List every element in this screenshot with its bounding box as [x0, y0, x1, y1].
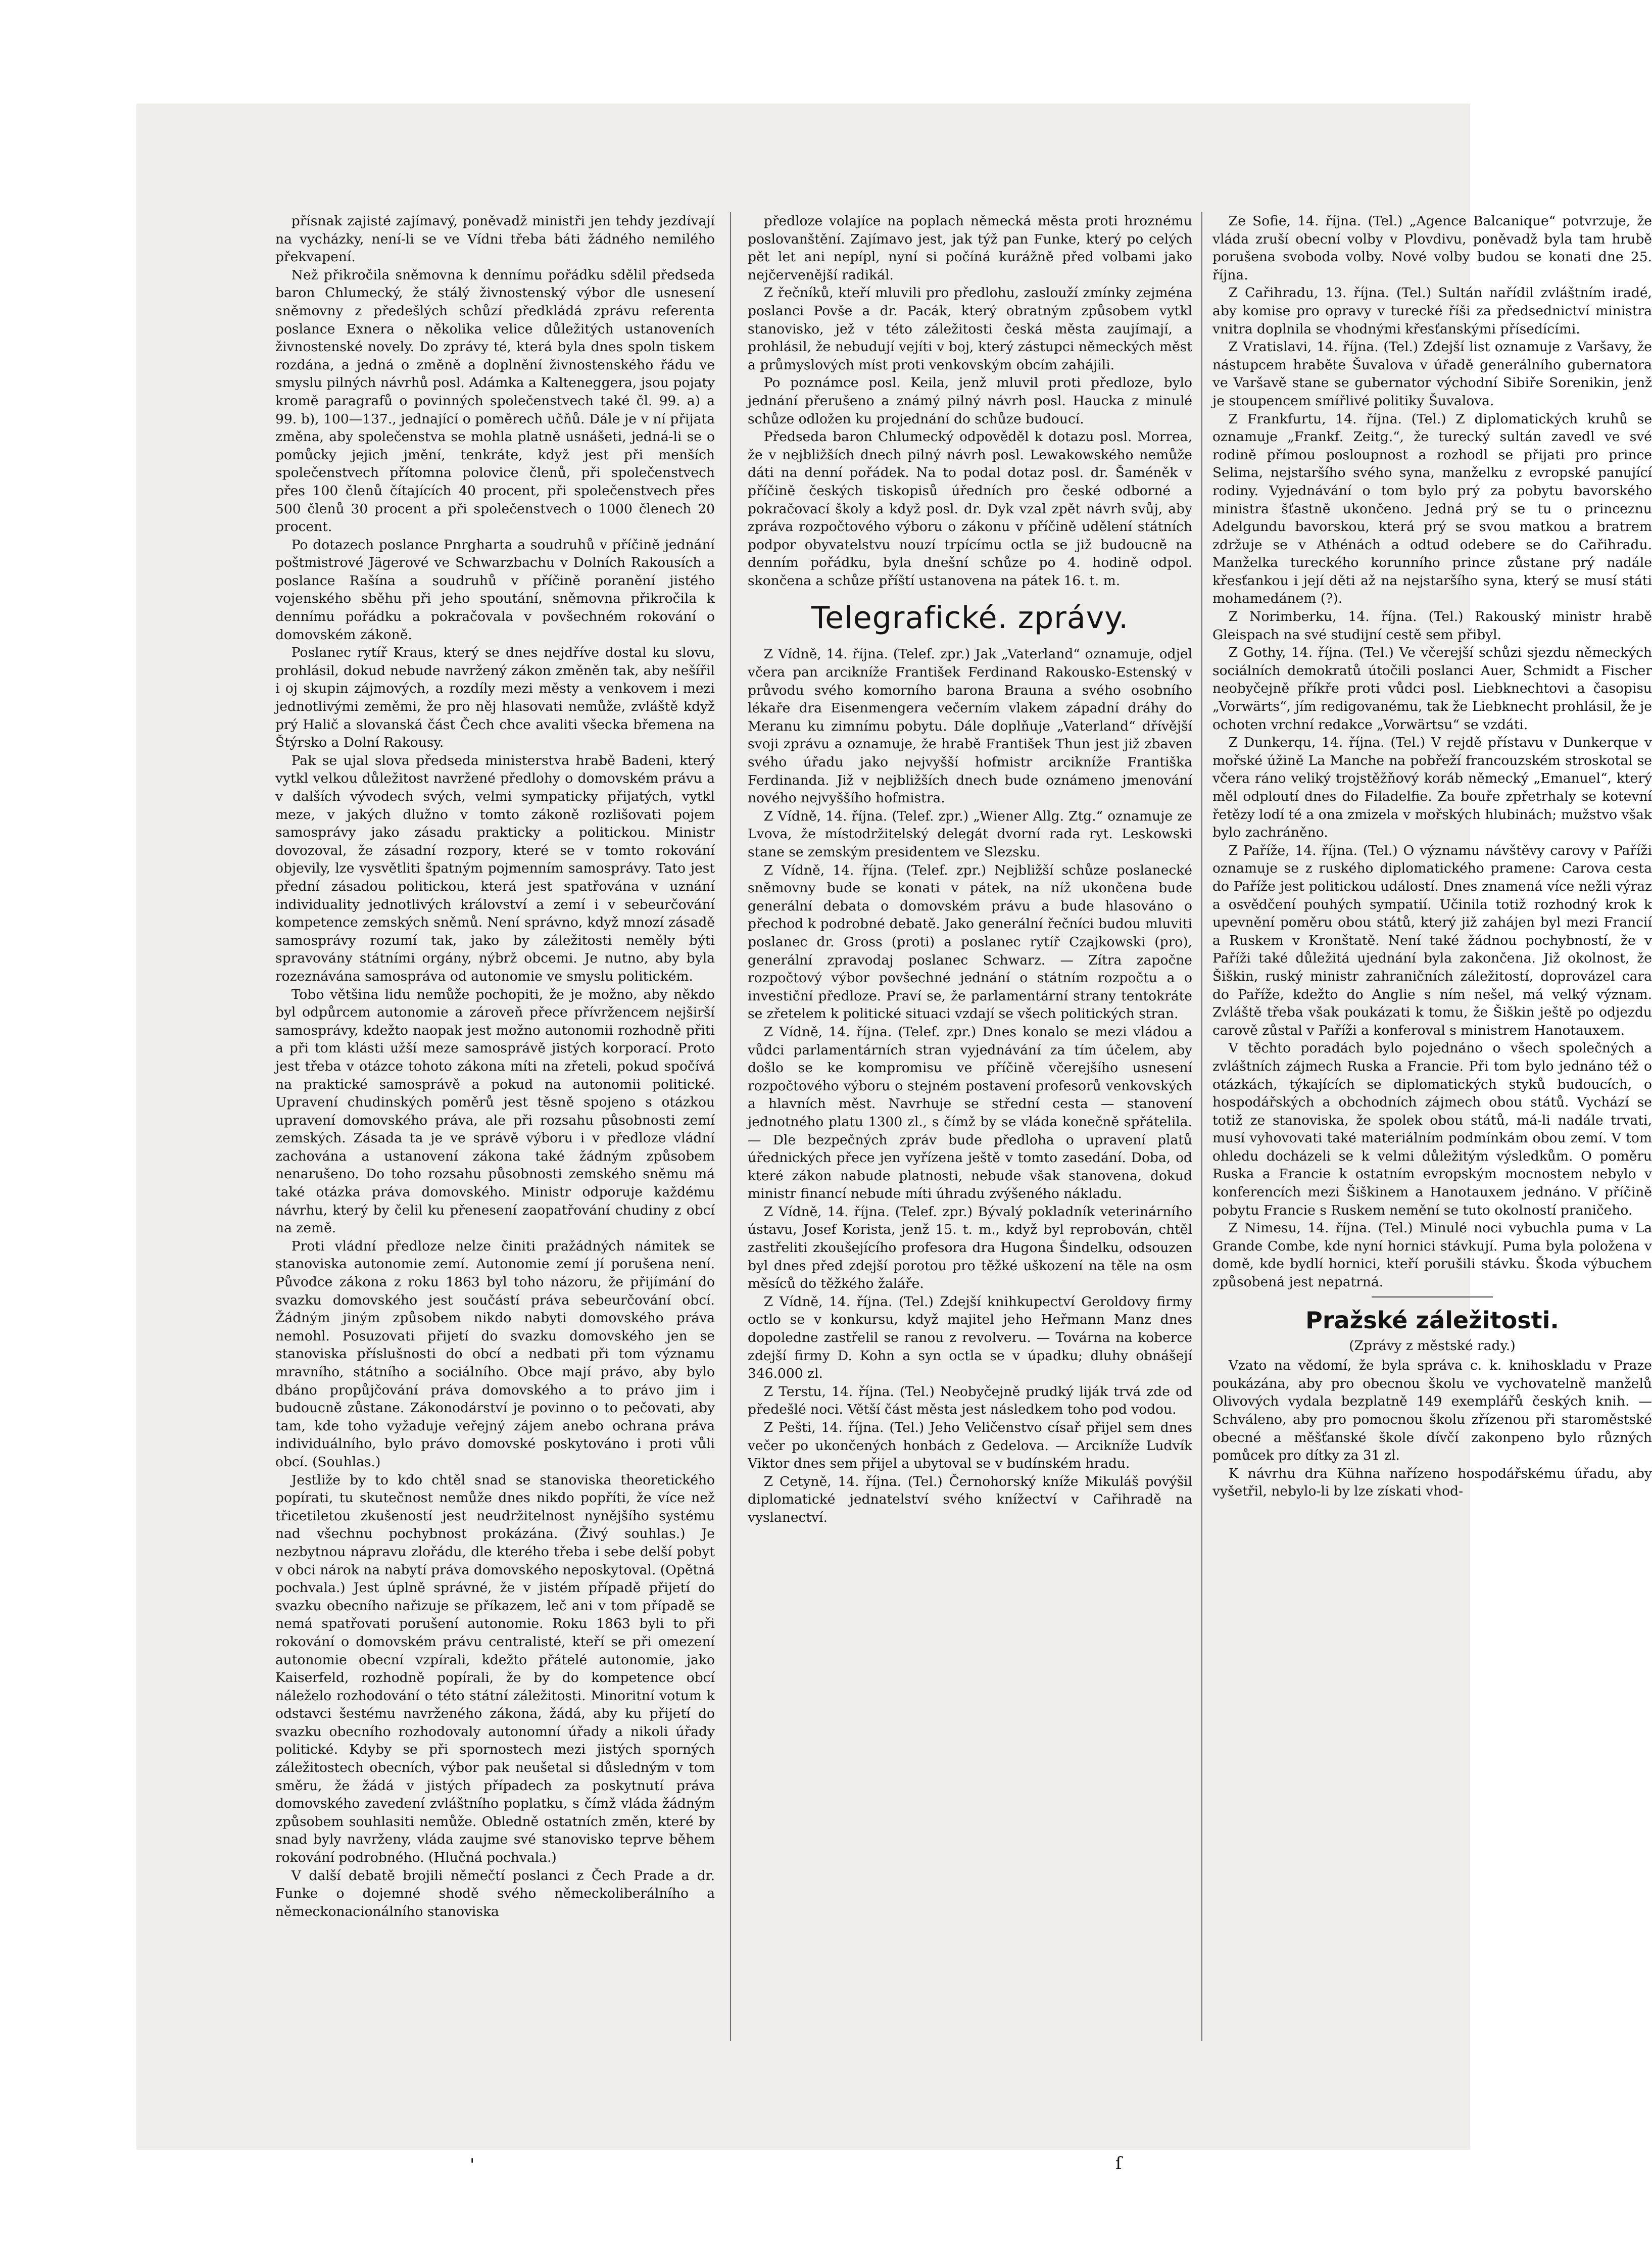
paragraph: Po dotazech poslance Pnrgharta a soudruhů v příčině jednání poštmistrové Jägerové ve Schwarzbachu v Dolních Rakousích a poslance Rašína a soudruhů v příčině poranění jistého vojenského sběhu při jeho spoutání, sněmovna přikročila k dennímu pořádku a pokračovala v povšechném rokování o domovském zákoně.	[275, 537, 715, 643]
news-item: Z Paříže, 14. října. (Tel.) O významu návštěvy carovy v Paříži oznamuje se z ruského diplomatického pramene: Carova cesta do Paříže jest politickou událostí. Dnes znamená více nežli výraz a osvědčení pouhých sympatií. Učinila totiž rozhodný krok k upevnění poměru obou států, který již zahájen byl mezi Francií a Ruskem v Kronštatě. Není také žádnou pochybností, že v Paříži také důležitá ujednání byla zakončena. Již okolnost, že Šiškin, ruský ministr zahraničních záležitostí, doprovázel cara do Paříže, kdežto do Anglie s ním nešel, má velký význam. Zvláště třeba však poukázati k tomu, že Šiškin ještě po odjezdu carově zůstal v Paříži a konferoval s ministrem Hanotauxem.	[1212, 842, 1652, 1038]
column-middle	[748, 212, 1192, 1527]
news-item: Ze Sofie, 14. října. (Tel.) „Agence Balcanique“ potvrzuje, že vláda zruší obecní volby v Plovdivu, poněvadž byla tam hrubě porušena svoboda volby. Nové volby budou se konati dne 25. října.	[1212, 213, 1652, 283]
news-item: Z Cařihradu, 13. října. (Tel.) Sultán nařídil zvláštním iradé, aby komise pro opravy v turecké říši za předsednictví ministra vnitra doplnila se vhodnými křesťanskými přísedícími.	[1212, 285, 1652, 337]
news-item: Z Terstu, 14. října. (Tel.) Neobyčejně prudký liják trvá zde od předešlé noci. Větší část města jest následkem toho pod vodou.	[748, 1383, 1192, 1418]
paragraph: Než přikročila sněmovna k dennímu pořádku sdělil předseda baron Chlumecký, že stálý živnostenský výbor dle usnesení sněmovny z předešlých schůzí předkládá zprávu referenta poslance Exnera o několika velice důležitých ustanoveních živnostenské novely. Do zprávy té, která byla dnes spoln tiskem rozdána, a jedná o změně a doplnění živnostenského řádu ve smyslu pilných návrhů posl. Adámka a Kalteneggera, jsou pojaty kromě paragrafů o povinných společenstvech také čl. 99. a) a 99. b), 100—137., jednající o poměrech učňů. Dále je v ní přijata změna, aby společenstva se mohla platně usnášeti, jedná-li se o pomůcky jejich jmění, tenkráte, když jest při menších společenstvech přítomna polovice členů, při společenstvech přes 100 členů čítajících 40 procent, při společenstvech přes 500 členů 30 procent a při společenstvech o 1000 členech 20 procent.	[275, 267, 715, 535]
news-item: Z Gothy, 14. října. (Tel.) Ve včerejší schůzi sjezdu německých sociálních demokratů útočili poslanci Auer, Schmidt a Fischer neobyčejně příkře proti vůdci posl. Liebknechtovi a časopisu „Vorwärts“, jím redigovanému, tak že Liebknecht prohlásil, že je ochoten vrchní redakce „Vorwärtsu“ se vzdáti.	[1212, 645, 1652, 733]
column-right	[1212, 212, 1652, 1501]
column-rule-right	[1201, 212, 1202, 2041]
prague-affairs-subheading: (Zprávy z městské rady.)	[1349, 1337, 1516, 1354]
news-item: Z Nimesu, 14. října. (Tel.) Minulé noci vybuchla pumа v La Grande Combe, kde nyní hornici stávkují. Puma byla položena v domě, kde bydlí hornici, kteří porušili stávku. Škoda výbuchem způsobená jest nepatrná.	[1212, 1220, 1652, 1290]
column-rule-left	[730, 212, 731, 2041]
paragraph: Pak se ujal slova předseda ministerstva hrabě Badeni, který vytkl velkou důležitost navržené předlohy o domovském právu a v dalších vývodech svých, velmi sympaticky přijatých, vytkl meze, v jakých dlužno v tomto zákoně rozlišovati pojem samosprávy jako zásadu prakticky a politickou. Ministr dovozoval, že zásadní rozpory, které se v tomto rokování objevily, lze vysvětliti špatným pojmenním samosprávy. Tato jest přední zásadou politickou, která jest spatřována v uznání individuality jednotlivých království a zemí i v sebeurčování kompetence zemských sněmů. Není správno, když mnozí zásadě samosprávy rozumí tak, jako by záležitosti neměly býti spravovány státními orgány, nýbrž obcemi. Je nutno, aby byla rozeznávána samospráva od autonomie ve smyslu politickém.	[275, 752, 715, 984]
paragraph: Předseda baron Chlumecký odpověděl k dotazu posl. Morrea, že v nejbližších dnech pilný návrh posl. Lewakowského nemůže dáti na denní pořádek. Na to podal dotaz posl. dr. Šaméněk v příčině českých tiskopisů úředních pro české odborné a pokračovací školy a když posl. dr. Dyk vzal zpět návrh svůj, aby zpráva rozpočtového výboru o zákonu v příčině udělení státních podpor obyvatelstvu nouzí trpícímu octla se již budoucně na denním pořádku, byla dnešní schůze po 4. hodině odpol. skončena a schůze příští ustanovena na pátek 16. t. m.	[748, 429, 1192, 589]
telegraphic-news-heading: Telegrafické. zprávy.	[811, 600, 1129, 636]
section-divider	[1372, 1296, 1493, 1297]
news-item: Z Pešti, 14. října. (Tel.) Jeho Veličenstvo císař přijel sem dnes večer po ukončených honbách z Gedelova. — Arcikníže Ludvík Viktor dnes sem přijel a ubytoval se v budínském hradu.	[748, 1420, 1192, 1472]
paragraph: Vzato na vědomí, že byla správa c. k. knihoskladu v Praze poukázána, aby pro obecnou školu ve vychovatelně manželů Olivových vydala bezplatně 149 exemplářů českých knih. — Schváleno, aby pro pomocnou školu zřízenou při staroměstské obecné a měšťanské škole dívčí zakonpeno bylo různých pomůcek pro dítky za 31 zl.	[1212, 1358, 1652, 1464]
paragraph: přísnak zajisté zajímavý, poněvadž ministři jen tehdy jezdívají na vycházky, není-li se ve Vídni třeba báti žádného nemilého překvapení.	[275, 213, 715, 265]
news-item: Z Dunkerqu, 14. října. (Tel.) V rejdě přístavu v Dunkerque v mořské úžině La Manche na pobřeží francouzském stroskotal se včera ráno veliký trojstěžňový koráb německý „Emanuel“, který měl odploutí dnes do Filadelfie. Za bouře zpřetrhaly se kotevní řetězy lodí té a ona zmizela v mořských hlubinách; mužstvo však bylo zachráněno.	[1212, 735, 1652, 841]
paragraph: K návrhu dra Kühna nařízeno hospodářskému úřadu, aby vyšetřil, nebylo-li by lze získati vhod-	[1212, 1465, 1652, 1500]
paragraph: Proti vládní předloze nelze činiti pražádných námitek se stanoviska autonomie zemí. Autonomie zemí jí porušena není. Původce zákona z roku 1863 byl toho názoru, že přijímání do svazku domovského jest součástí práva sebeurčování obcí. Žádným jiným způsobem nikdo nabyti domovského práva nemohl. Posuzovati přijetí do svazku domovského jen se stanoviska příslušnosti do obcí a nedbati při tom významu mravního, státního a sociálního. Obce mají právo, aby bylo dbáno propůjčování práva domovského a to právo jim i budoucně zůstane. Zákonodárství je povinno o to pečovati, aby tam, kde toho vyžaduje veřejný zájem anebo ochrana práva individuálního, bylo právo domovské poskytováno i proti vůli obcí. (Souhlas.)	[275, 1238, 715, 1470]
news-item: Z Norimberku, 14. října. (Tel.) Rakouský ministr hrabě Gleispach na své studijní cestě sem přibyl.	[1212, 609, 1652, 643]
news-item: Z Vídně, 14. října. (Telef. zpr.) Dnes konalo se mezi vládou a vůdci parlamentárních stran vyjednávání za tím účelem, aby došlo se ke kompromisu ve příčině včerejšího usnesení rozpočtového výboru o stejném postavení profesorů venkovských a hlavních měst. Navrhuje se střední cesta — stanovení jednotného platu 1300 zl., s čímž by se vláda konečně spřátelila. — Dle bezpečných zpráv bude předloha o upravení platů úřednických přece jen vyřízena ještě v tomto zasedání. Doba, od které zákon nabude platnosti, nebude však stanovena, dokud ministr financí nebude míti úhradu zvýšeného nákladu.	[748, 1024, 1192, 1202]
paragraph: V další debatě brojili němečtí poslanci z Čech Prade a dr. Funke o dojemné shodě svého německoliberálního a německonacionálního stanoviska	[275, 1867, 715, 1919]
newspaper-page	[136, 104, 1652, 2150]
paragraph: Z řečníků, kteří mluvili pro předlohu, zaslouží zmínky zejména poslanci Povše a dr. Pacák, který obratným způsobem vytkl stanovisko, jež v této záležitosti česká města zaujímají, a prohlásil, že nebudují vejíti v boj, který zástupci německých měst a průmyslových míst proti venkovským obcím zahájili.	[748, 285, 1192, 373]
page-mark-right: ſ	[1115, 2153, 1122, 2174]
page-mark-left: '	[470, 2155, 475, 2175]
paragraph: Tobo většina lidu nemůže pochopiti, že je možno, aby někdo byl odpůrcem autonomie a zároveň přece přívržencem nejširší samosprávy, kdežto naopak jest možno autonomii rozhodně přiti a při tom klásti užší meze samosprávě jistých korporací. Proto jest třeba v otázce tohoto zákona míti na zřeteli, pokud spočívá na praktické samosprávě a pokud na autonomii politické. Upravení chudinských poměrů jest těsně spojeno s otázkou upravení domovského práva, ale při rozsahu působnosti zemí zemských. Zásada ta je ve správě výboru i v předloze vládní zachována a ustanovení zákona také žádným způsobem nenarušeno. Do toho rozsahu působnosti zemského sněmu má také otázka práva domovského. Ministr odporuje každému návrhu, který by čelil ku přenesení zaopatřování chudiny z obcí na země.	[275, 986, 715, 1236]
news-item: Z Vídně, 14. října. (Telef. zpr.) Bývalý pokladník veterinárního ústavu, Josef Korista, jenž 15. t. m., když byl reprobován, chtěl zastřeliti zkoušejícího profesora dra Hugona Šindelku, odsouzen byl dnes před zdejší porotou pro těžké uškození na těle na osm měsíců do těžkého žaláře.	[748, 1204, 1192, 1292]
news-item: Z Vídně, 14. října. (Telef. zpr.) „Wiener Allg. Ztg.“ oznamuje ze Lvova, že místodržitelský delegát dvorní rada ryt. Leskowski stane se zemským presidentem ve Slezsku.	[748, 808, 1192, 860]
prague-affairs-heading: Pražské záležitosti.	[1305, 1306, 1559, 1334]
paragraph: Poslanec rytíř Kraus, který se dnes nejdříve dostal ku slovu, prohlásil, dokud nebude navržený zákon změněn tak, aby nešířil i oj skupin zájmových, a rozdíly mezi městy a venkovem i mezi jednotlivými zeměmi, že pro něj hlasovati nemůže, zvláště když prý Halič a slovanská část Čech chce avaliti všecka břemena na Štýrsko a Dolní Rakousy.	[275, 645, 715, 751]
paragraph: Po poznámce posl. Keila, jenž mluvil proti předloze, bylo jednání přerušeno a známý pilný návrh posl. Haucka z minulé schůze odložen ku projednání do schůze budoucí.	[748, 375, 1192, 427]
news-item: Z Vídně, 14. října. (Telef. zpr.) Jak „Vaterland“ oznamuje, odjel včera pan arcikníže František Ferdinand Rakousko-Estenský v průvodu svého komorního barona Brauna a svého osobního lékaře dra Eisenmengera večerním vlakem západní dráhy do Meranu ku zimnímu pobytu. Dále doplňuje „Vaterland“ dřívější svoji zprávu a oznamuje, že hrabě František Thun jest již zbaven svého úřadu jako nejvyšší hofmistr arcikníže Františka Ferdinanda. Již v nejbližších dnech bude oznámeno jmenování nového nejvyššího hofmistra.	[748, 646, 1192, 806]
column-parliament-report	[275, 212, 715, 1920]
news-item: Z Cetyně, 14. října. (Tel.) Černohorský kníže Mikuláš povýšil diplomatické jednatelství svého knížectví v Cařihradě na vyslanectví.	[748, 1473, 1192, 1525]
news-item: Z Vídně, 14. října. (Telef. zpr.) Nejbližší schůze poslanecké sněmovny bude se konati v pátek, na níž ukončena bude generální debata o domovském právu a bude hlasováno o přechod k podrobné debatě. Jako generální řečníci budou mluviti poslanec dr. Gross (proti) a poslanec rytíř Czajkowski (pro), generální zpravodaj poslanec Schwarz. — Zítra započne rozpočtový výbor povšechné jednání o státním rozpočtu a o investiční předloze. Praví se, že parlamentární strany tentokráte se zřetelem k politické situaci vzdají se všech politických stran.	[748, 862, 1192, 1022]
news-item: Z Frankfurtu, 14. října. (Tel.) Z diplomatických kruhů se oznamuje „Frankf. Zeitg.“, že turecký sultán zavedl ve své rodině přímou posloupnost a rozhodl se přijati pro prince Selima, nejstaršího svého syna, manželku z evropské panující rodiny. Vyjednávání o tom bylo prý za pobytu bavorského ministra šťastně ukončeno. Jedná prý se tu o princeznu Adelgundu bavorskou, která prý se svou matkou a bratrem zdržuje se v Athénách a odtud odebere se do Cařihradu. Manželka tureckého korunního prince zůstane prý nadále křesťankou i její děti až na nejstaršího syna, který se musí státi mohamedánem (?).	[1212, 411, 1652, 607]
news-item: Z Vídně, 14. října. (Tel.) Zdejší knihkupectví Geroldovy firmy octlo se v konkursu, když majitel jeho Heřmann Manz dnes dopoledne zastřelil se ranou z revolveru. — Továrna na koberce zdejší firmy D. Kohn a syn octla se v úpadku; dluhy obnášejí 346.000 zl.	[748, 1293, 1192, 1382]
news-item: V těchto poradách bylo pojednáno o všech společných a zvláštních zájmech Ruska a Francie. Při tom bylo jednáno též o otázkách, týkajících se diplomatických styků budoucích, o hospodářských a obchodních zájmech obou států. Vychází se totiž ze stanoviska, že spolek obou států, má-li nadále trvati, musí vyhovovati také materiálním podmínkám obou zemí. V tom ohledu docházeli se k velmi důležitým výsledkům. O poměru Ruska a Francie k ostatním evropským mocnostem nebylo v konferencích mezi Šiškinem a Hanotauxem jednáno. V příčině pobytu Francie s Ruskem nemění se tuto okolností praničeho.	[1212, 1040, 1652, 1218]
news-item: Z Vratislavi, 14. října. (Tel.) Zdejší list oznamuje z Varšavy, že nástupcem hraběte Šuvalova v úřadě generálního gubernatora ve Varšavě stane se gubernator východní Sibiře Sorenikin, jenž je stoupencem smířlivé politiky Šuvalova.	[1212, 339, 1652, 409]
paragraph: Jestliže by to kdo chtěl snad se stanoviska theoretického popírati, tu skutečnost nemůže dnes nikdo popříti, že více než třicetiletou zkušeností jest neudržitelnost nynějšího systému nad všechnu pochybnost prokázána. (Živý souhlas.) Je nezbytnou nápravu zlořádu, dle kterého třeba i sebe delší pobyt v obci nárok na nabytí práva domovského neposkytoval. (Opětná pochvala.) Jest úplně správné, že v jistém případě přijetí do svazku obecního nařizuje se příkazem, leč ani v tom případě se nemá spatřovati porušení autonomie. Roku 1863 byli to při rokování o domovském právu centralisté, kteří se při omezení autonomie obecní vzpírali, kdežto přátelé autonomie, jako Kaiserfeld, rozhodně popírali, že by do kompetence obcí náleželo rozhodování o této státní záležitosti. Minoritní votum k odstavci šestému navrženého zákona, žádá, aby ku přijetí do svazku obecního rozhodovaly autonomní úřady a nikoli úřady politické. Kdyby se při spornostech mezi jistých sporných záležitostech obecních, výbor pak neušetal si důsledným v tom směru, že žádá v jistých případech za poskytnutí práva domovského zavedení zvláštního poplatku, s čímž vláda žádným způsobem souhlasiti nemůže. Obledně ostatních změn, které by snad byly navrženy, vláda zaujme své stanovisko teprve během rokování podrobného. (Hlučná pochvala.)	[275, 1472, 715, 1866]
paragraph: předloze volajíce na poplach německá města proti hroznému poslovanštění. Zajímavo jest, jak týž pan Funke, který po celých pět let ani nepípl, nyní si počíná kurážně před volbami jako nejčervenější radikál.	[748, 213, 1192, 283]
